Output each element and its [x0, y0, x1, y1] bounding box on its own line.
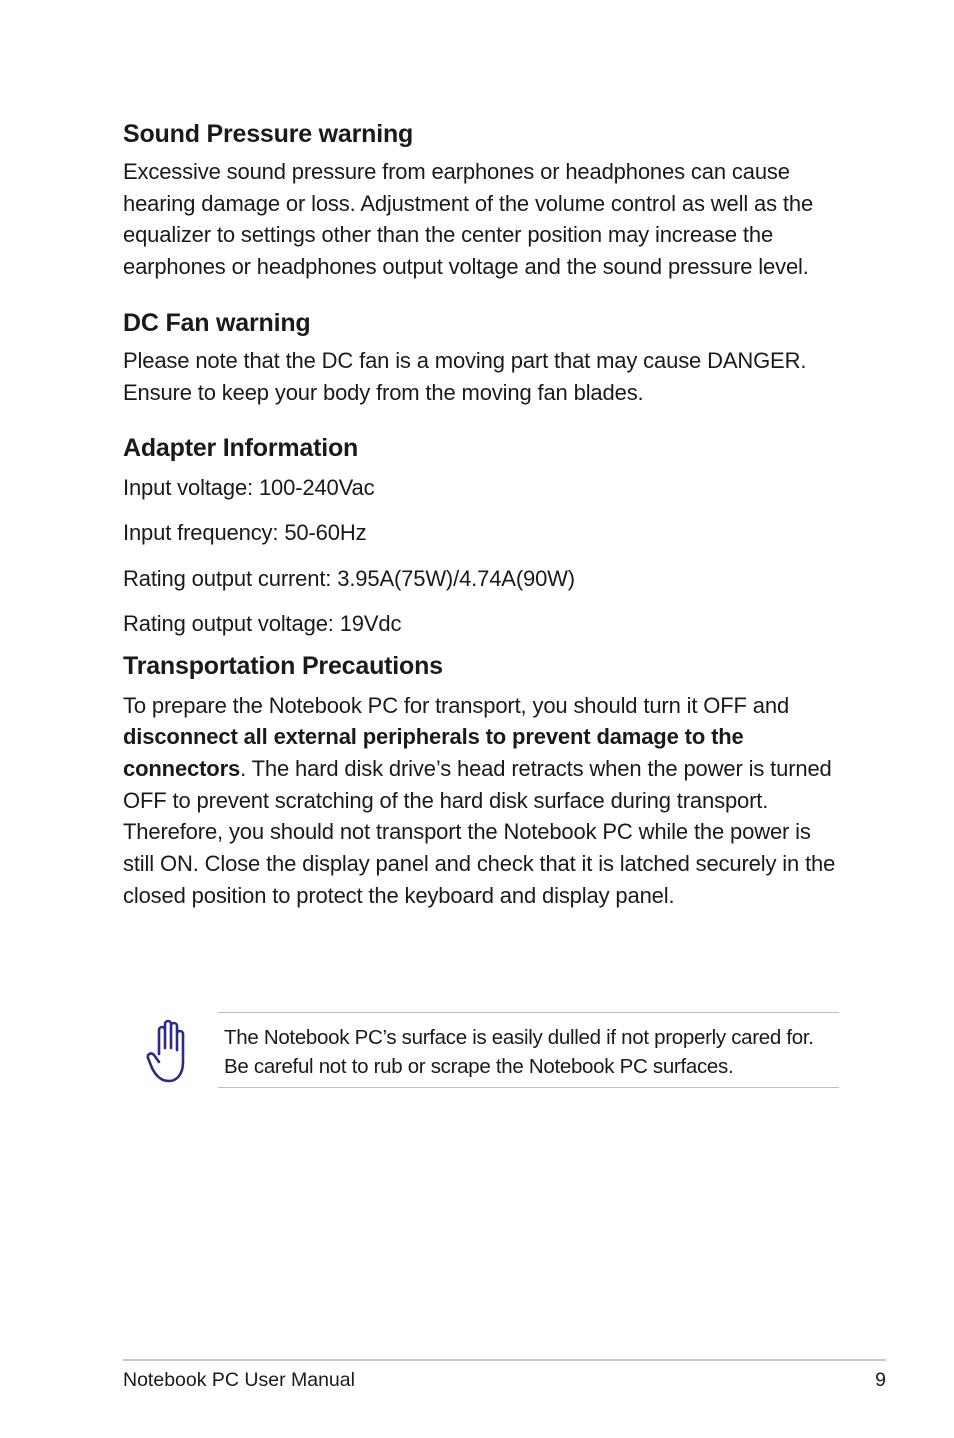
- footer-page-number: 9: [875, 1369, 886, 1391]
- sound-pressure-body: Excessive sound pressure from earphones or headphones can cause hearing damage or loss. Adjustment of the volume control as well as the equalizer to settings other than the center position may increase the earphones or headphones output voltage and the sound pressure level.: [123, 159, 814, 280]
- adapter-input-voltage: Input voltage: 100-240Vac: [123, 475, 375, 501]
- caution-note-box: [218, 1012, 839, 1088]
- sound-pressure-section: [123, 118, 841, 283]
- transport-body-end: . The hard disk drive’s head retracts when the power is turned OFF to prevent scratching of the hard disk surface during transport. Therefore, you should not transport the Notebook PC while the power is still ON. Close the display panel and check that it is latched securely in the closed position to protect the keyboard and display panel.: [123, 755, 836, 908]
- transport-body-bold: disconnect all external peripherals to prevent damage to the connectors: [123, 724, 744, 781]
- caution-note-line-2: Be careful not to rub or scrape the Notebook PC surfaces.: [224, 1055, 734, 1078]
- sound-pressure-heading: Sound Pressure warning: [123, 120, 414, 148]
- adapter-info-heading: Adapter Information: [123, 434, 359, 463]
- caution-note-text: [218, 1013, 839, 1081]
- footer-divider: [123, 1359, 886, 1361]
- page-content: [123, 118, 841, 911]
- caution-note-line-1: The Notebook PC’s surface is easily dulled if not properly cared for.: [224, 1026, 814, 1049]
- hand-caution-icon: [145, 1018, 193, 1084]
- adapter-output-voltage: Rating output voltage: 19Vdc: [123, 610, 402, 636]
- dc-fan-body: Please note that the DC fan is a moving part that may cause DANGER. Ensure to keep your body from the moving fan blades.: [123, 347, 807, 405]
- caution-note: [123, 1012, 839, 1088]
- transport-section: [123, 650, 841, 912]
- adapter-input-frequency: Input frequency: 50-60Hz: [123, 520, 367, 546]
- adapter-info-section: [123, 432, 841, 639]
- dc-fan-section: [123, 307, 841, 408]
- transport-heading: Transportation Precautions: [123, 651, 443, 680]
- footer-manual-title: Notebook PC User Manual: [123, 1369, 355, 1391]
- adapter-output-current: Rating output current: 3.95A(75W)/4.74A(90W): [123, 565, 575, 591]
- transport-body-start: To prepare the Notebook PC for transport, you should turn it OFF and: [123, 692, 790, 718]
- transport-body: [123, 690, 841, 912]
- dc-fan-heading: DC Fan warning: [123, 308, 311, 337]
